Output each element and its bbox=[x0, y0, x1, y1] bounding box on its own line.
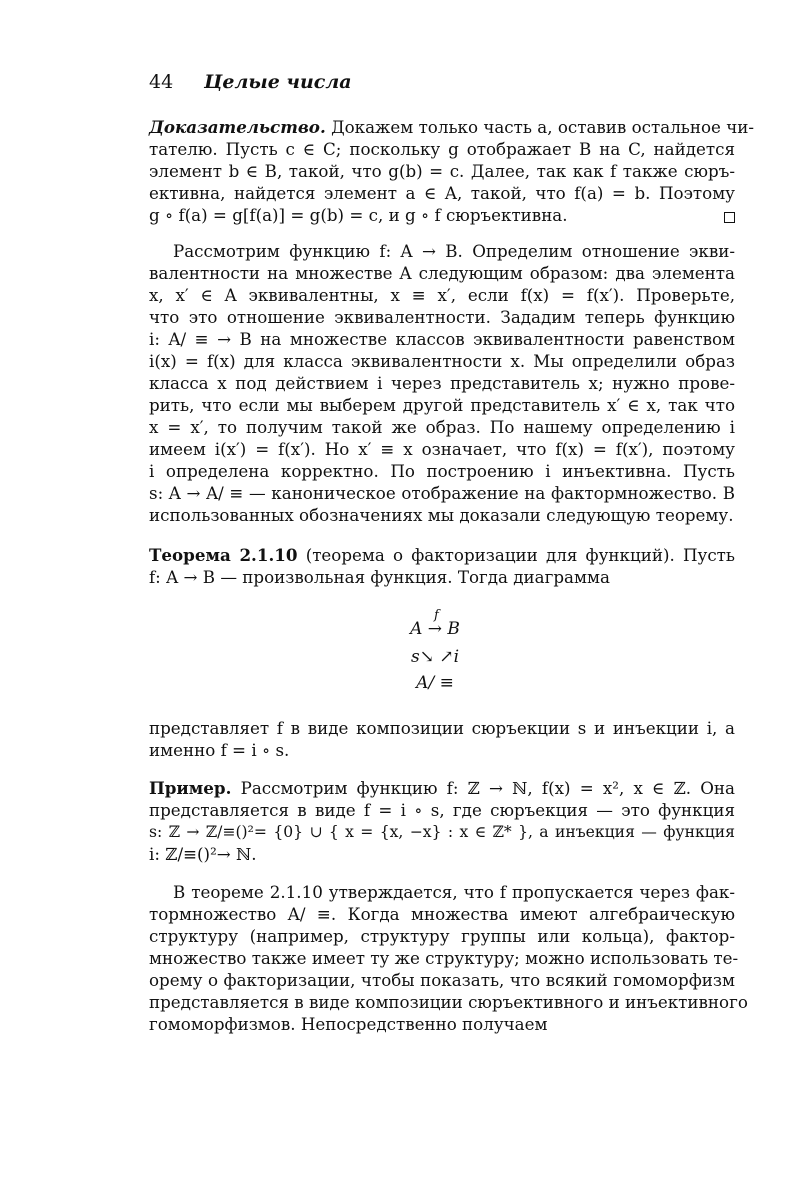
text-line: представляет f в виде композиции сюръекции s и инъекции i, а bbox=[149, 718, 735, 738]
text-line: x = x′, то получим такой же образ. По нашему определению i bbox=[149, 417, 735, 437]
text-line: представляется в виде f = i ∘ s, где сюръекция — это функция bbox=[149, 800, 735, 820]
diagram-middle-row: s↘ ↗i bbox=[410, 647, 460, 667]
text-line: элемент b ∈ B, такой, что g(b) = c. Далее, так как f также сюръ- bbox=[149, 161, 735, 181]
text-line: Доказательство. Докажем только часть a, оставив остальное чи- bbox=[149, 117, 755, 137]
text-line: рить, что если мы выберем другой представитель x′ ∈ x, так что bbox=[149, 395, 735, 415]
diagram-bottom-row: A/ ≡ bbox=[416, 673, 454, 693]
theorem-paragraph bbox=[149, 544, 735, 588]
text-line: имеем i(x′) = f(x′). Но x′ ≡ x означает, что f(x) = f(x′), поэтому bbox=[149, 439, 735, 459]
running-title: Целые числа bbox=[204, 71, 352, 93]
text-line: структуру (например, структуру группы или кольца), фактор- bbox=[149, 926, 735, 946]
text-line: s: A → A/ ≡ — каноническое отображение на фактормножество. В bbox=[149, 483, 735, 503]
arrow-label-f: f bbox=[434, 608, 439, 623]
text-line: тормножество A/ ≡. Когда множества имеют алгебраическую bbox=[149, 904, 735, 924]
text-line: ективна, найдется элемент a ∈ A, такой, что f(a) = b. Поэтому bbox=[149, 183, 735, 203]
text-line: i(x) = f(x) для класса эквивалентности x. Мы определили образ bbox=[149, 351, 735, 371]
text-line: орему о факторизации, чтобы показать, что всякий гомоморфизм bbox=[149, 970, 735, 990]
text-line: именно f = i ∘ s. bbox=[149, 740, 290, 760]
text-line: тателю. Пусть c ∈ C; поскольку g отображает B на C, найдется bbox=[149, 139, 735, 159]
text-line: s: ℤ → ℤ/≡()²= {0} ∪ { x = {x, −x} : x ∈ ℤ* }, а инъекция — функция bbox=[149, 823, 735, 841]
composition-paragraph bbox=[149, 717, 735, 761]
text-line: валентности на множестве A следующим образом: два элемента bbox=[149, 263, 735, 283]
example-paragraph bbox=[149, 777, 735, 865]
proof-label: Доказательство. bbox=[149, 117, 326, 137]
text-line: Рассмотрим функцию f: A → B. Определим отношение экви- bbox=[173, 241, 735, 261]
text-line: i: ℤ/≡()²→ ℕ. bbox=[149, 844, 257, 864]
text-line: i: A/ ≡ → B на множестве классов эквивалентности равенством bbox=[149, 329, 735, 349]
theorem-label: Теорема 2.1.10 bbox=[149, 545, 298, 565]
text-line: Пример. Рассмотрим функцию f: ℤ → ℕ, f(x) = x², x ∈ ℤ. Она bbox=[149, 778, 735, 798]
example-label: Пример. bbox=[149, 778, 232, 798]
text-line: класса x под действием i через представитель x; нужно прове- bbox=[149, 373, 735, 393]
text-line: что это отношение эквивалентности. Зададим теперь функцию bbox=[149, 307, 735, 327]
proof-paragraph bbox=[149, 116, 755, 226]
text-line: использованных обозначениях мы доказали следующую теорему. bbox=[149, 505, 734, 525]
page-number: 44 bbox=[149, 71, 174, 93]
text-line: гомоморфизмов. Непосредственно получаем bbox=[149, 1014, 548, 1034]
factorization-diagram bbox=[380, 608, 490, 703]
page-header bbox=[149, 70, 352, 94]
factorization-remark-paragraph bbox=[149, 881, 748, 1035]
text-line: x, x′ ∈ A эквивалентны, x ≡ x′, если f(x) = f(x′). Проверьте, bbox=[149, 285, 735, 305]
equivalence-paragraph bbox=[149, 240, 735, 526]
text-line: Теорема 2.1.10 (теорема о факторизации для функций). Пусть bbox=[149, 545, 735, 565]
text-line: множество также имеет ту же структуру; можно использовать те- bbox=[149, 948, 739, 968]
diagram-top-row: A → B bbox=[410, 619, 460, 639]
text-line: i определена корректно. По построению i инъективна. Пусть bbox=[149, 461, 735, 481]
text-line: В теореме 2.1.10 утверждается, что f пропускается через фак- bbox=[173, 882, 735, 902]
text-line: f: A → B — произвольная функция. Тогда диаграмма bbox=[149, 567, 610, 587]
text-line: представляется в виде композиции сюръективного и инъективного bbox=[149, 992, 748, 1012]
qed-square-icon bbox=[724, 212, 735, 223]
text-line: g ∘ f(a) = g[f(a)] = g(b) = c, и g ∘ f сюръективна. bbox=[149, 204, 735, 226]
